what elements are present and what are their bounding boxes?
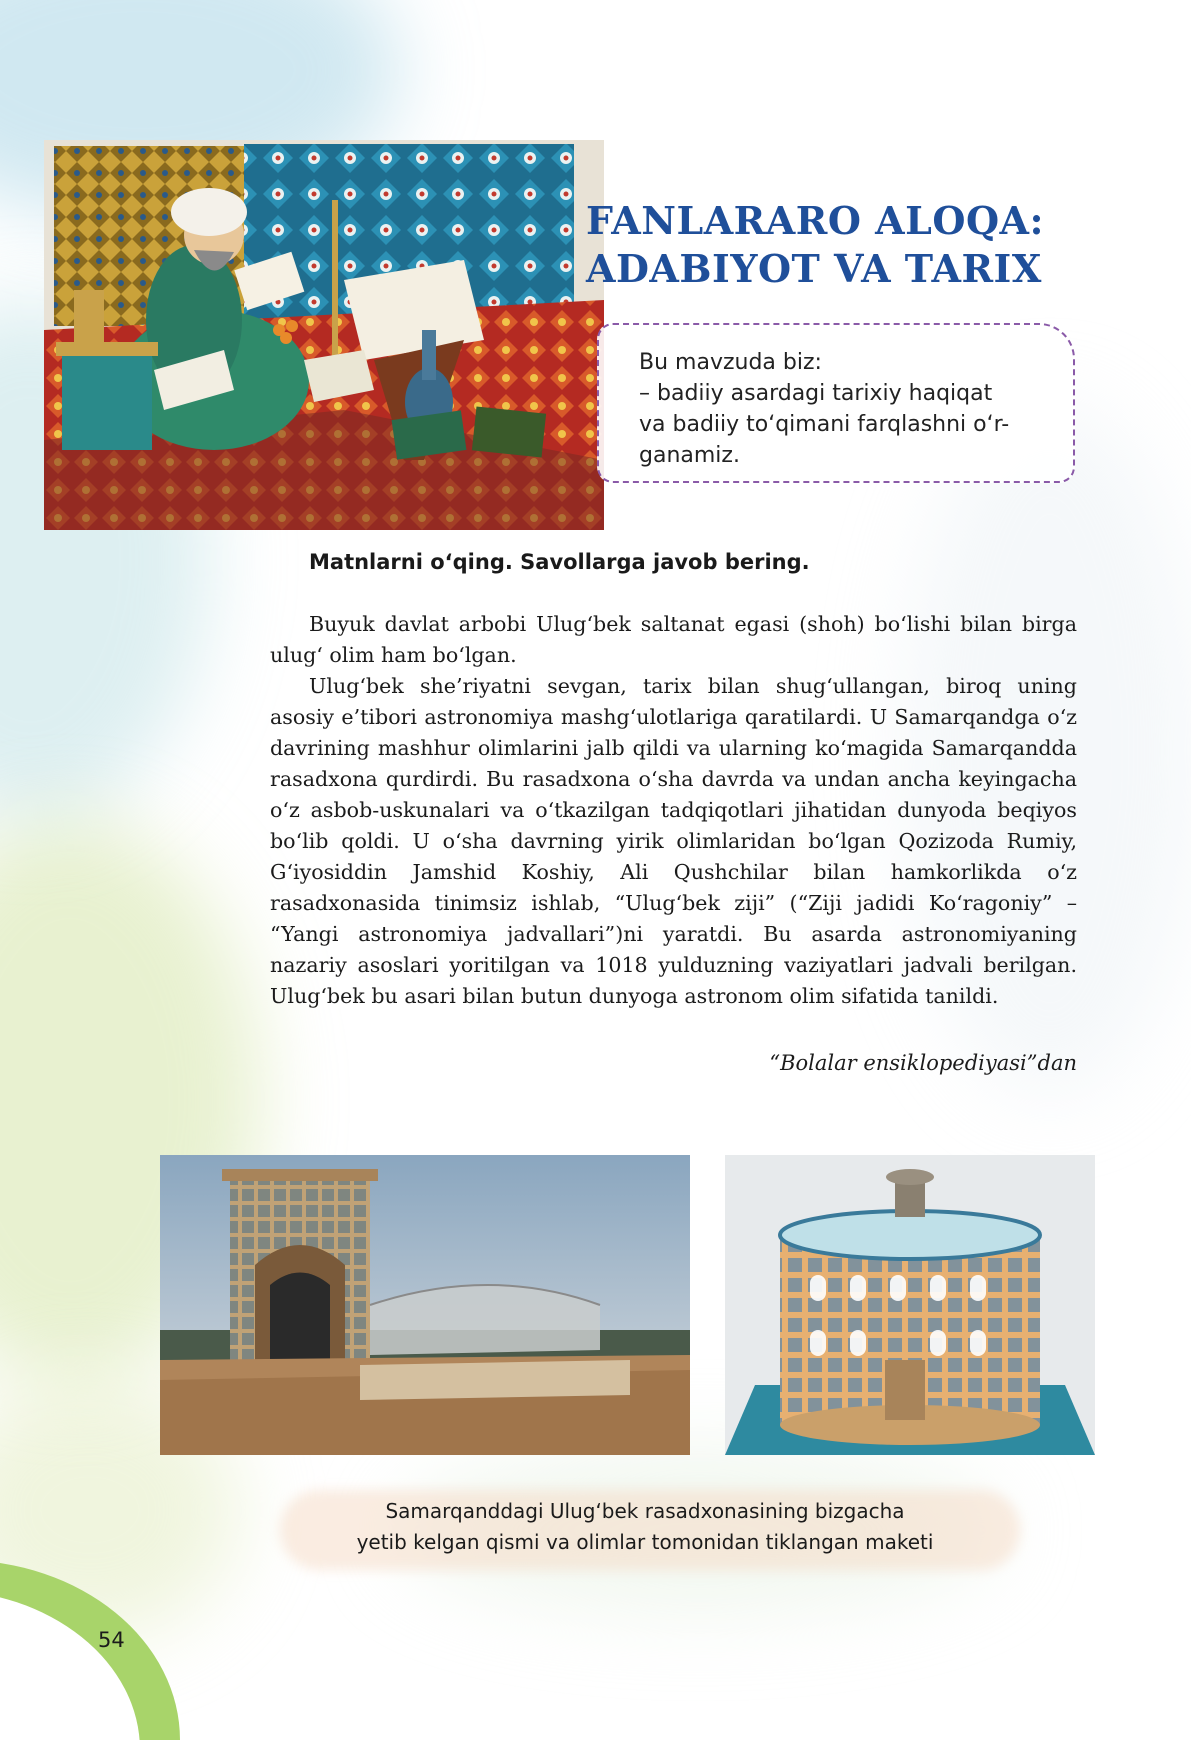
page-number: 54: [98, 1628, 125, 1652]
page-title: [586, 197, 1086, 293]
objective-line: – badiiy asardagi tarixiy haqiqat: [639, 381, 993, 406]
objective-line: Bu mavzuda biz:: [639, 350, 822, 375]
objective-line: ganamiz.: [639, 443, 740, 468]
article-source: “Bolalar ensiklopediyasi”dan: [769, 1051, 1077, 1075]
article-text: [270, 609, 1077, 1012]
figure-caption: [290, 1496, 1000, 1558]
task-instruction: Matnlarni o‘qing. Savollarga javob bering.: [309, 550, 810, 574]
article-paragraph: Buyuk davlat arbobi Ulug‘bek saltanat egasi (shoh) bo‘lishi bilan birga ulug‘ olim ham bo‘lgan.: [270, 612, 1077, 667]
ulugbek-painting: [44, 140, 604, 530]
objective-line: va badiiy to‘qimani farqlashni o‘r-: [639, 412, 1010, 437]
observatory-model-photo: [725, 1155, 1095, 1455]
caption-line: Samarqanddagi Ulug‘bek rasadxonasining bizgacha: [385, 1499, 905, 1523]
lesson-objectives-box: [597, 323, 1075, 483]
title-line: ADABIYOT VA TARIX: [586, 246, 1042, 292]
caption-line: yetib kelgan qismi va olimlar tomonidan tiklangan maketi: [356, 1530, 934, 1554]
observatory-photo: [160, 1155, 690, 1455]
article-paragraph: Ulug‘bek she’riyatni sevgan, tarix bilan shug‘ullangan, biroq uning asosiy e’tibori astronomiya mashg‘ulotlariga qaratilardi. U Samarqandga o‘z davrining mashhur olimlarini jalb qildi va ularning ko‘magida Samarqandda rasadxona qurdirdi. Bu rasadxona o‘sha davrda va undan ancha keyingacha o‘z asbob-uskunalari va o‘tkazilgan tadqiqotlari jihatidan dunyoda beqiyos bo‘lib qoldi. U o‘sha davrning yirik olimlaridan bo‘lgan Qozizoda Rumiy, G‘iyosiddin Jamshid Koshiy, Ali Qushchilar bilan hamkorlikda o‘z rasadxonasida tinimsiz ishlab, “Ulug‘bek ziji” (“Ziji jadidi Ko‘ragoniy” – “Yangi astronomiya jadvallari”)ni yaratdi. Bu asarda astronomiyaning nazariy asoslari yoritilgan va 1018 yulduzning vaziyatlari jadvali berilgan. Ulug‘bek bu asari bilan butun dunyoga astronom olim sifatida tanildi.: [270, 674, 1077, 1008]
title-line: FANLARARO ALOQA:: [586, 198, 1045, 244]
